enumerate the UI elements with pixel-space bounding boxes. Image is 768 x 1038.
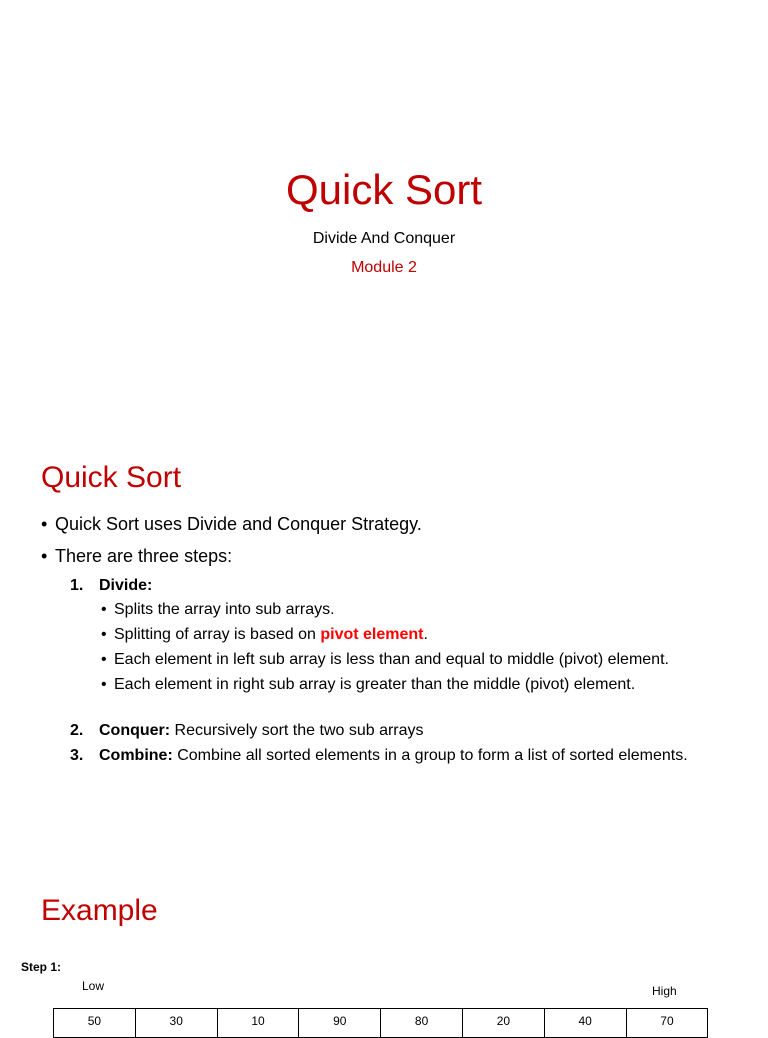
bullet-item: • Quick Sort uses Divide and Conquer Strategy. xyxy=(41,514,422,534)
slide-subtitle: Divide And Conquer xyxy=(312,230,456,247)
step-text: Recursively sort the two sub arrays xyxy=(170,722,424,739)
bullet-item: • There are three steps: xyxy=(41,546,233,566)
bullet-glyph: • xyxy=(41,514,48,534)
pivot-highlight: pivot element xyxy=(320,626,424,643)
title-slide xyxy=(0,0,768,430)
module-label: Module 2 xyxy=(351,259,417,276)
example-title: Example xyxy=(41,894,158,927)
array-cell: 40 xyxy=(544,1009,626,1038)
section-title: Quick Sort xyxy=(41,461,182,494)
content-slide xyxy=(0,430,768,860)
sub-bullet: • Splits the array into sub arrays. xyxy=(101,601,335,618)
sub-bullet: • Each element in left sub array is less than and equal to middle (pivot) element. xyxy=(101,651,669,668)
low-pointer-label: Low xyxy=(82,979,105,993)
step-label: Conquer: xyxy=(99,722,171,739)
array-cell: 90 xyxy=(299,1009,381,1038)
slide-title: Quick Sort xyxy=(285,166,483,213)
array-cell: 80 xyxy=(381,1009,463,1038)
high-pointer-label: High xyxy=(652,984,677,998)
array-cell: 10 xyxy=(217,1009,299,1038)
step-number: 3. xyxy=(70,747,84,764)
step-text: Combine all sorted elements in a group to form a list of sorted elements. xyxy=(172,747,688,764)
step-number: 2. xyxy=(70,722,84,739)
step-label: Step 1: xyxy=(21,960,62,974)
array-cell: 70 xyxy=(626,1009,708,1038)
sub-bullet: • Splitting of array is based on pivot element. xyxy=(101,626,428,643)
array-table xyxy=(53,1008,708,1038)
array-cell: 50 xyxy=(54,1009,136,1038)
step-label: Divide: xyxy=(99,577,153,594)
sub-bullet: • Each element in right sub array is greater than the middle (pivot) element. xyxy=(101,676,636,693)
bullet-glyph: • xyxy=(41,546,48,566)
example-slide xyxy=(0,860,768,1028)
step-label: Combine: xyxy=(99,747,173,764)
array-cell: 20 xyxy=(462,1009,544,1038)
step-number: 1. xyxy=(70,577,84,594)
array-cell: 30 xyxy=(135,1009,217,1038)
